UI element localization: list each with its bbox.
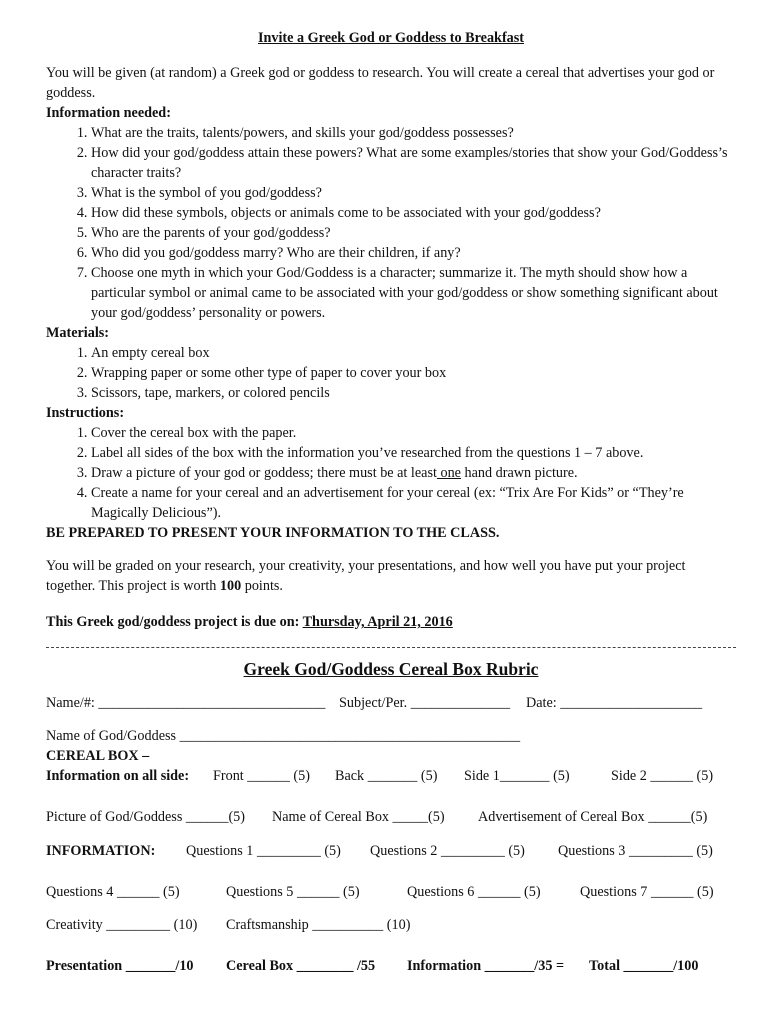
sides-row — [46, 766, 736, 786]
list-item: 1. An empty cereal box — [91, 343, 736, 363]
rubric-title: Greek God/Goddess Cereal Box Rubric — [243, 659, 539, 679]
materials-heading: Materials: — [46, 325, 110, 341]
due-date: Thursday, April 21, 2016 — [302, 614, 453, 630]
information-row — [46, 841, 736, 861]
side2-score-field[interactable]: Side 2 ______ (5) — [611, 768, 714, 784]
list-item: 2. Wrapping paper or some other type of paper to cover your box — [91, 363, 736, 383]
cereal-box-heading-row — [46, 746, 736, 766]
god-name-row — [46, 726, 736, 746]
list-item: 1. Cover the cereal box with the paper. — [91, 423, 736, 443]
front-score-field[interactable]: Front ______ (5) — [213, 768, 310, 784]
q2-score-field[interactable]: Questions 2 _________ (5) — [370, 843, 525, 859]
presentation-total-field[interactable]: Presentation _______/10 — [46, 958, 194, 974]
god-name-field[interactable]: Name of God/Goddess ________________________________________________ — [46, 728, 521, 744]
information-heading: INFORMATION: — [46, 843, 156, 859]
name-row — [46, 693, 736, 713]
info-list — [46, 123, 736, 323]
prepare-notice: BE PREPARED TO PRESENT YOUR INFORMATION TO THE CLASS. — [46, 525, 500, 541]
list-item: 1. What are the traits, talents/powers, and skills your god/goddess possesses? — [91, 123, 736, 143]
list-item: 7. Choose one myth in which your God/Goddess is a character; summarize it. The myth should show how a particular symbol or animal came to be associated with your god/goddess or show something significant about your god/goddess’ personality or powers. — [91, 263, 736, 323]
due-label: This Greek god/goddess project is due on: — [46, 614, 303, 630]
page-title: Invite a Greek God or Goddess to Breakfast — [257, 30, 525, 46]
craftsmanship-score-field[interactable]: Craftsmanship __________ (10) — [226, 917, 411, 933]
list-item: 3. Scissors, tape, markers, or colored pencils — [91, 383, 736, 403]
totals-row — [46, 956, 736, 976]
materials-list — [46, 343, 736, 403]
list-item: 2. Label all sides of the box with the information you’ve researched from the questions 1 – 7 above. — [91, 443, 736, 463]
list-item: 5. Who are the parents of your god/goddess? — [91, 223, 736, 243]
q3-score-field[interactable]: Questions 3 _________ (5) — [558, 843, 713, 859]
intro-paragraph: You will be given (at random) a Greek god or goddess to research. You will create a cereal that advertises your god or goddess. — [46, 65, 715, 101]
instruction-text: Draw a picture of your god or goddess; there must be at least — [91, 465, 437, 481]
q4-score-field[interactable]: Questions 4 ______ (5) — [46, 884, 180, 900]
due-date-line — [46, 612, 736, 632]
date-field[interactable]: Date: ____________________ — [526, 695, 703, 711]
information-total-field[interactable]: Information _______/35 = — [407, 958, 565, 974]
creativity-row — [46, 915, 736, 935]
points-value: 100 — [219, 578, 242, 594]
list-item: 2. How did your god/goddess attain these powers? What are some examples/stories that show your God/Goddess’s character traits? — [91, 143, 736, 183]
list-item: 6. Who did you god/goddess marry? Who are their children, if any? — [91, 243, 736, 263]
cereal-name-score-field[interactable]: Name of Cereal Box _____(5) — [272, 809, 445, 825]
list-item: 4. How did these symbols, objects or animals come to be associated with your god/goddess? — [91, 203, 736, 223]
cereal-box-total-field[interactable]: Cereal Box ________ /55 — [226, 958, 376, 974]
grading-text: You will be graded on your research, your creativity, your presentations, and how well you have put your project together. This project is worth — [46, 558, 686, 594]
instructions-heading: Instructions: — [46, 405, 125, 421]
list-item — [91, 463, 736, 483]
name-field[interactable]: Name/#: ________________________________ — [46, 695, 326, 711]
q5-score-field[interactable]: Questions 5 ______ (5) — [226, 884, 360, 900]
instructions-list — [46, 423, 736, 523]
grand-total-field[interactable]: Total _______/100 — [589, 958, 699, 974]
info-heading: Information needed: — [46, 105, 171, 121]
info-all-sides-label: Information on all side: — [46, 768, 190, 784]
worksheet-page — [46, 28, 736, 976]
q7-score-field[interactable]: Questions 7 ______ (5) — [580, 884, 714, 900]
subject-field[interactable]: Subject/Per. ______________ — [339, 695, 511, 711]
cut-line-divider — [46, 647, 736, 648]
list-item: 4. Create a name for your cereal and an advertisement for your cereal (ex: “Trix Are For Kids” or “They’re Magically Delicious”). — [91, 483, 736, 523]
cereal-box-heading: CEREAL BOX – — [46, 748, 150, 764]
emphasis-one: one — [436, 465, 461, 481]
side1-score-field[interactable]: Side 1_______ (5) — [464, 768, 570, 784]
picture-score-field[interactable]: Picture of God/Goddess ______(5) — [46, 809, 245, 825]
advertisement-score-field[interactable]: Advertisement of Cereal Box ______(5) — [478, 809, 708, 825]
q6-score-field[interactable]: Questions 6 ______ (5) — [407, 884, 541, 900]
list-item: 3. What is the symbol of you god/goddess? — [91, 183, 736, 203]
grading-text: points. — [241, 578, 283, 594]
picture-row — [46, 807, 736, 827]
back-score-field[interactable]: Back _______ (5) — [335, 768, 438, 784]
q1-score-field[interactable]: Questions 1 _________ (5) — [186, 843, 341, 859]
instruction-text: hand drawn picture. — [460, 465, 578, 481]
grading-paragraph — [46, 556, 736, 596]
creativity-score-field[interactable]: Creativity _________ (10) — [46, 917, 198, 933]
questions-row — [46, 882, 736, 902]
